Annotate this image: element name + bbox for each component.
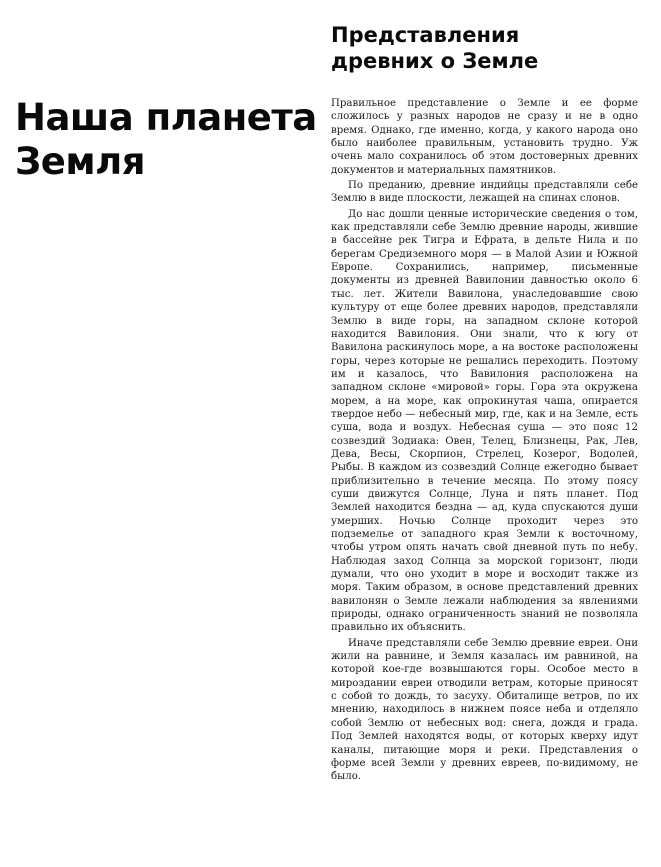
- paragraph-india: По преданию, древние индийцы представляли себе Землю в виде плоскости, лежащей на спинах слонов.: [331, 180, 638, 205]
- section-title-line-1: Представления: [331, 23, 520, 47]
- main-title: [15, 96, 325, 183]
- article-body: [331, 97, 638, 786]
- paragraph-intro: Правильное представление о Земле и ее форме сложилось у разных народов не сразу и не в одно время. Однако, где именно, когда, у какого народа оно было наиболее правильным, установить трудно. Уж очень мало сохранилось об этом достоверных древних документов и материальных памятников.: [331, 98, 638, 176]
- section-title: [331, 22, 649, 75]
- paragraph-babylon: До нас дошли ценные исторические сведения о том, как представляли себе Землю древние народы, жившие в бассейне рек Тигра и Ефрата, в дельте Нила и по берегам Средиземного моря — в Малой Азии и Южной Европе. Сохранились, например, письменные документы из древней Вавилонии давностью около 6 тыс. лет. Жители Вавилона, унаследовавшие свою культуру от еще более древних народов, представляли Землю в виде горы, на западном склоне которой находится Вавилония. Они знали, что к югу от Вавилона раскинулось море, а на востоке расположены горы, через которые не решались переходить. Поэтому им и казалось, что Вавилония расположена на западном склоне «мировой» горы. Гора эта окружена морем, а на море, как опрокинутая чаша, опирается твердое небо — небесный мир, где, как и на Земле, есть суша, вода и воздух. Небесная суша — это пояс 12 созвездий Зодиака: Овен, Телец, Близнецы, Рак, Лев, Дева, Весы, Скорпион, Стрелец, Козерог, Водолей, Рыбы. В каждом из созвездий Солнце ежегодно бывает приблизительно в течение месяца. По этому поясу суши движутся Солнце, Луна и пять планет. Под Землей находится бездна — ад, куда спускаются души умерших. Ночью Солнце проходит через это подземелье от западного края Земли к восточному, чтобы утром опять начать свой дневной путь по небу. Наблюдая заход Солнца за морской горизонт, люди думали, что оно уходит в море и восходит также из моря. Таким образом, в основе представлений древних вавилонян о Земле лежали наблюдения за явлениями природы, однако ограниченность знаний не позволяла правильно их объяснить.: [331, 208, 638, 634]
- paragraph-hebrews: Иначе представляли себе Землю древние евреи. Они жили на равнине, и Земля казалась им равниной, на которой кое-где возвышаются горы. Особое место в мироздании евреи отводили ветрам, которые приносят с собой то дождь, то засуху. Обиталище ветров, по их мнению, находилось в нижнем поясе неба и отделяло собой Землю от небесных вод: снега, дождя и града. Под Землей находятся воды, от которых кверху идут каналы, питающие моря и реки. Представления о форме всей Земли у древних евреев, по-видимому, не было.: [331, 637, 638, 783]
- section-title-line-2: древних о Земле: [331, 49, 539, 74]
- main-title-line-2: Земля: [15, 139, 145, 183]
- main-title-line-1: Наша планета: [15, 96, 317, 139]
